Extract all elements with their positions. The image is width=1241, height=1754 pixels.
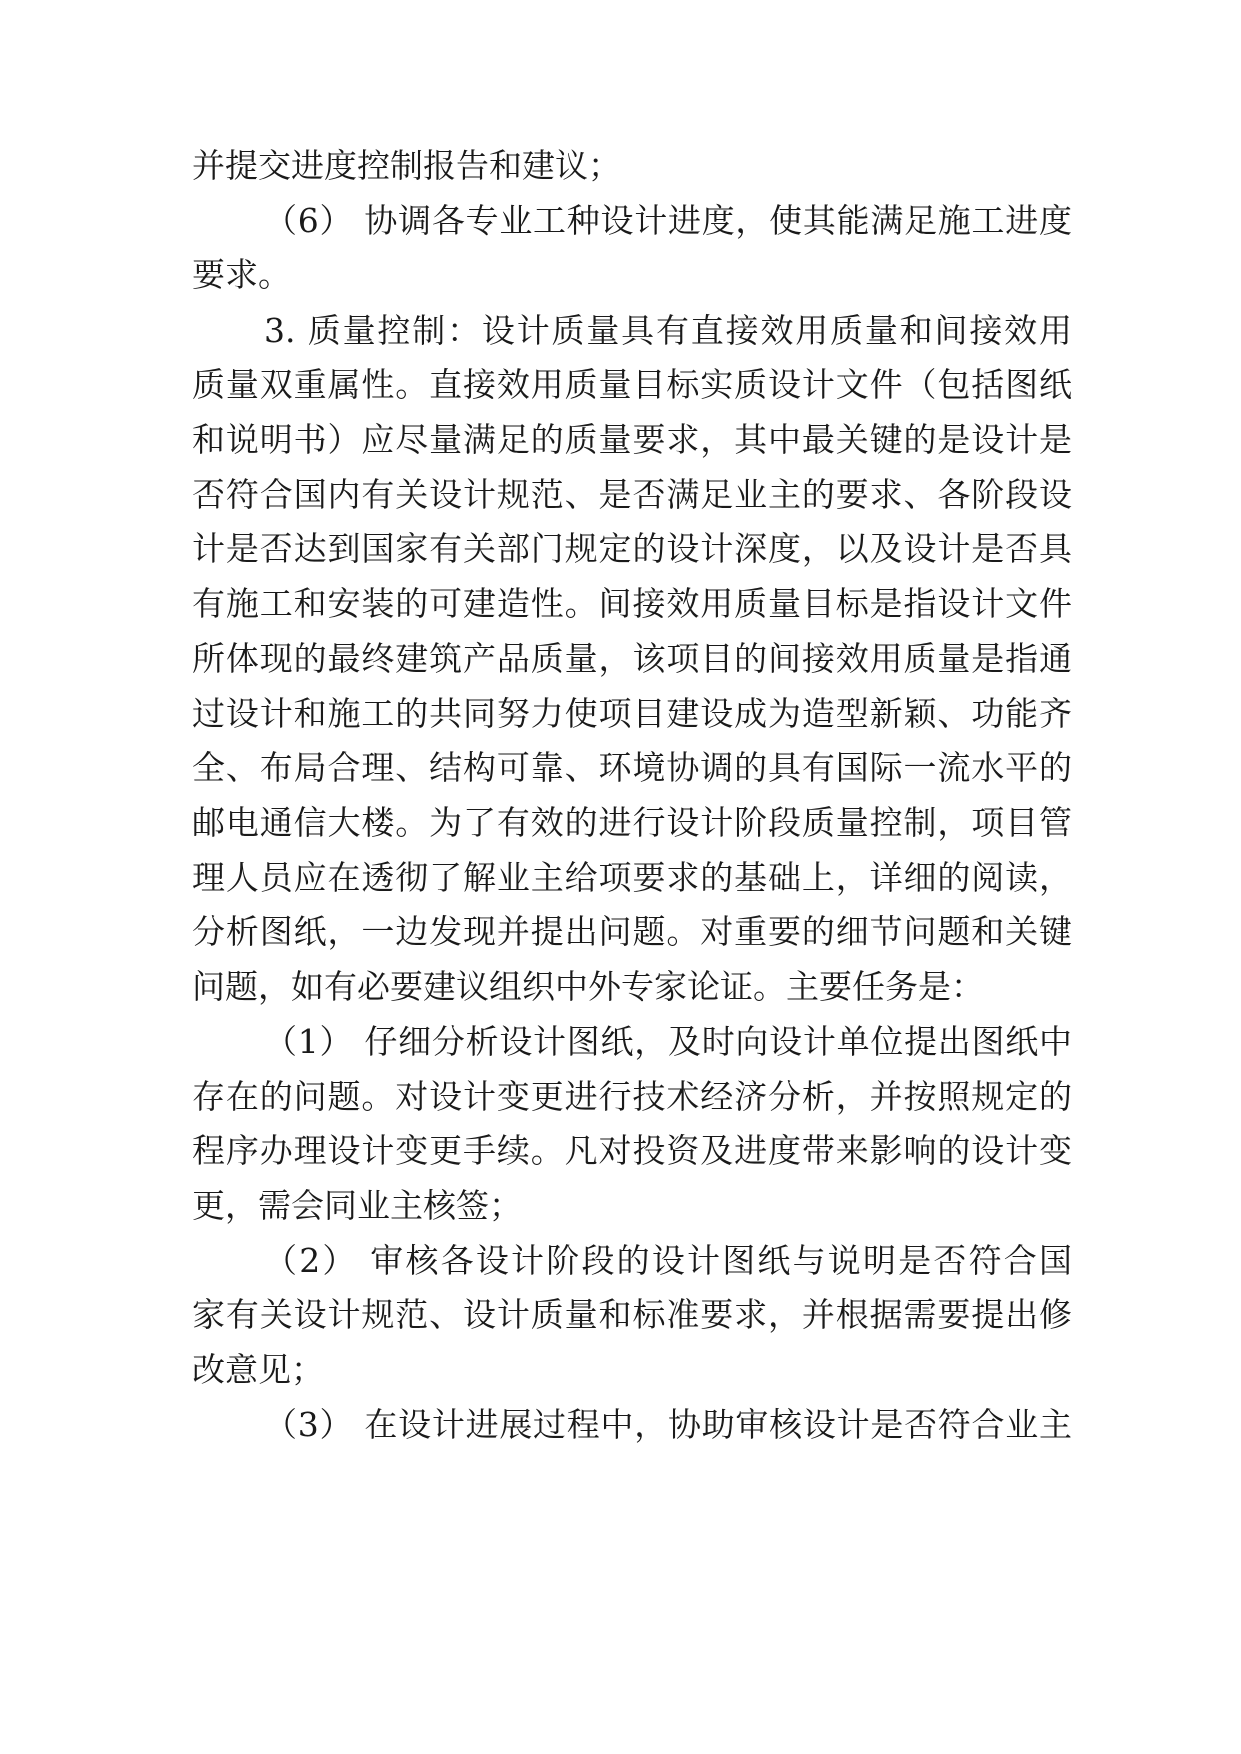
text-line: 存在的问题。对设计变更进行技术经济分析，并按照规定的 (192, 1077, 1072, 1116)
text-line: 全、布局合理、结构可靠、环境协调的具有国际一流水平的 (192, 748, 1072, 787)
text-line: 分析图纸，一边发现并提出问题。对重要的细节问题和关键 (192, 912, 1072, 951)
text-line: 问题，如有必要建议组织中外专家论证。主要任务是： (192, 967, 984, 1006)
text-line: 家有关设计规范、设计质量和标准要求，并根据需要提出修 (192, 1295, 1072, 1334)
text-line: 否符合国内有关设计规范、是否满足业主的要求、各阶段设 (192, 475, 1072, 514)
text-line: 邮电通信大楼。为了有效的进行设计阶段质量控制，项目管 (192, 803, 1072, 842)
text-line: 过设计和施工的共同努力使项目建设成为造型新颖、功能齐 (192, 694, 1072, 733)
text-line: 有施工和安装的可建造性。间接效用质量目标是指设计文件 (192, 584, 1072, 623)
text-line: 和说明书）应尽量满足的质量要求，其中最关键的是设计是 (192, 420, 1072, 459)
text-line: 要求。 (192, 255, 291, 294)
text-line: 改意见； (192, 1350, 324, 1389)
text-line: 计是否达到国家有关部门规定的设计深度，以及设计是否具 (192, 529, 1072, 568)
text-line: 3. 质量控制：设计质量具有直接效用质量和间接效用 (264, 311, 1072, 350)
text-line: 程序办理设计变更手续。凡对投资及进度带来影响的设计变 (192, 1131, 1072, 1170)
text-line: （2） 审核各设计阶段的设计图纸与说明是否符合国 (264, 1241, 1072, 1280)
text-line: （6） 协调各专业工种设计进度，使其能满足施工进度 (264, 201, 1072, 240)
text-line: 所体现的最终建筑产品质量，该项目的间接效用质量是指通 (192, 639, 1072, 678)
text-line: 更，需会同业主核签； (192, 1186, 522, 1225)
text-line: 并提交进度控制报告和建议； (192, 146, 621, 185)
text-line: 理人员应在透彻了解业主给项要求的基础上，详细的阅读， (192, 858, 1072, 897)
text-line: 质量双重属性。直接效用质量目标实质设计文件（包括图纸 (192, 365, 1072, 404)
text-line: （3） 在设计进展过程中，协助审核设计是否符合业主 (264, 1405, 1072, 1444)
text-line: （1） 仔细分析设计图纸，及时向设计单位提出图纸中 (264, 1022, 1072, 1061)
